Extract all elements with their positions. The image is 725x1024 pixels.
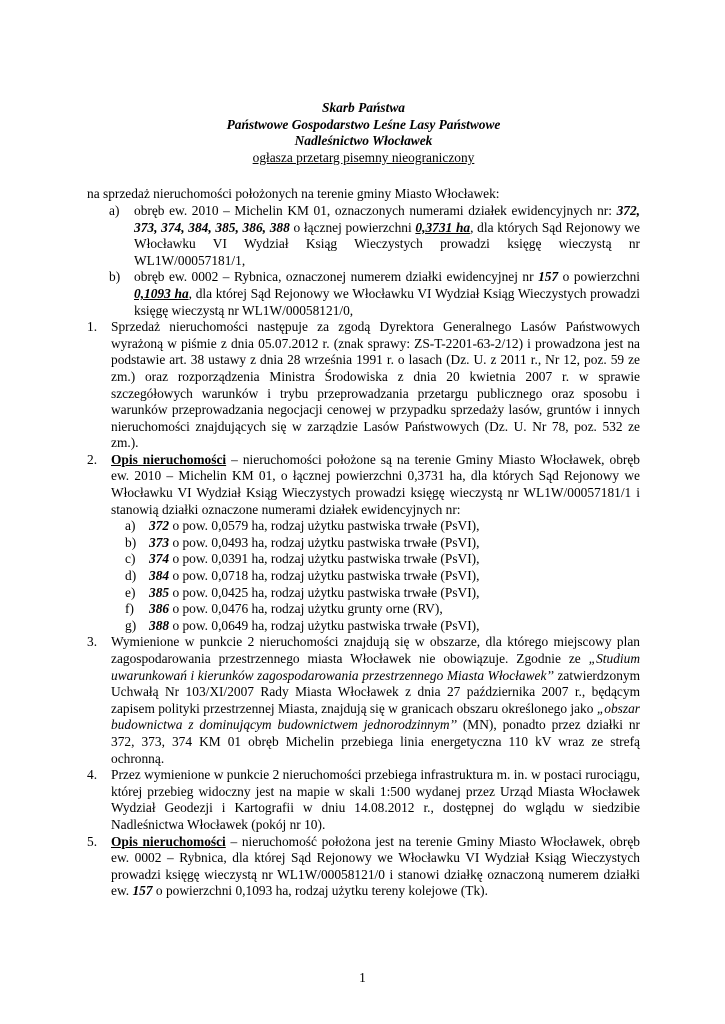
document-page: [87, 100, 640, 900]
list-label: a): [109, 202, 120, 218]
intro-paragraph: na sprzedaż nieruchomości położonych na terenie gminy Miasto Włocławek:: [87, 186, 500, 202]
parcel-number: 372: [149, 518, 170, 534]
parcel-area: 0,1093 ha: [134, 285, 189, 301]
parcel-list: [87, 518, 640, 634]
list-label: d): [125, 568, 137, 584]
section-number: 3.: [87, 634, 98, 650]
header-line-1: Skarb Państwa: [322, 100, 405, 115]
section-number: 5.: [87, 833, 98, 849]
parcel-list-item: d) 384 o pow. 0,0718 ha, rodzaj użytku pastwiska trwałe (PsVI),: [125, 568, 480, 584]
section-2: 2. Opis nieruchomości – nieruchomości położone są na terenie Gminy Miasto Włocławek, obręb ew. 2010 – Michelin KM 01, o łącznej powierzchni 0,3731 ha, dla których Sąd Rejonowy we Włocławku VI Wydział Ksiąg Wieczystych prowadzi księgę wieczystą nr WL1W/00057181/1 i stanowią działki oznaczone numerami działek ewidencyjnych nr:: [87, 451, 640, 517]
parcel-list-item: e) 385 o pow. 0,0425 ha, rodzaj użytku pastwiska trwałe (PsVI),: [125, 584, 480, 600]
parcel-list-item: g) 388 o pow. 0,0649 ha, rodzaj użytku pastwiska trwałe (PsVI),: [125, 617, 480, 633]
header-line-2: Państwowe Gospodarstwo Leśne Lasy Państwowe: [226, 116, 501, 132]
list-label: f): [125, 601, 134, 617]
section-4: 4. Przez wymienione w punkcie 2 nieruchomości przebiega infrastruktura m. in. w postaci rurociągu, której przebieg widoczny jest na mapie w skali 1:500 wydanej przez Urząd Miasta Włocławek Wydział Geodezji i Kartografii w dniu 14.08.2012 r., dostępnej do wglądu w siedzibie Nadleśnictwa Włocławek (pokój nr 10).: [87, 767, 640, 832]
section-number: 4.: [87, 767, 98, 783]
list-label: g): [125, 617, 137, 633]
list-label: a): [125, 518, 136, 534]
section-1: 1. Sprzedaż nieruchomości następuje za zgodą Dyrektora Generalnego Lasów Państwowych wyrażoną w piśmie z dnia 05.07.2012 r. (znak sprawy: ZS-T-2201-63-2/12) i prowadzona jest na podstawie art. 38 ustawy z dnia 28 września 1991 r. o lasach (Dz. U. z 2011 r., Nr 12, poz. 59 ze zm.) oraz rozporządzenia Ministra Środowiska z dnia 20 kwietnia 2007 r. w sprawie szczegółowych warunków i trybu przeprowadzania przetargu publicznego oraz sposobu i warunków przeprowadzania negocjacji cenowej w przypadku sprzedaży lasów, gruntów i innych nieruchomości znajdujących się w zarządzie Lasów Państwowych (Dz. U. Nr 78, poz. 532 ze zm.).: [87, 319, 640, 451]
parcel-number: 374: [149, 551, 170, 567]
total-area: 0,3731 ha: [415, 219, 471, 235]
list-item-b: b) obręb ew. 0002 – Rybnica, oznaczonej numerem działki ewidencyjnej nr 157 o powierzchni 0,1093 ha, dla której Sąd Rejonowy we Włocławku VI Wydział Ksiąg Wieczystych prowadzi księgę wieczystą nr WL1W/00058121/0,: [109, 269, 640, 318]
parcel-list-item: a) 372 o pow. 0,0579 ha, rodzaj użytku pastwiska trwałe (PsVI),: [125, 518, 480, 534]
parcel-list-item: c) 374 o pow. 0,0391 ha, rodzaj użytku pastwiska trwałe (PsVI),: [125, 551, 480, 567]
list-label: c): [125, 551, 136, 567]
list-label: b): [109, 269, 121, 285]
parcel-numbers: 372, 373, 374, 384, 385, 386, 388: [134, 202, 640, 235]
page-number: 1: [359, 970, 366, 985]
study-title: „Studium uwarunkowań i kierunków zagospodarowania przestrzennego Miasta Włocławek’’: [111, 651, 640, 683]
zone-name: „obszar budownictwa z dominującym budownictwem jednorodzinnym’’: [111, 700, 640, 733]
section-title: Opis nieruchomości: [111, 833, 226, 849]
parcel-number: 157: [538, 269, 559, 285]
parcel-list-item: b) 373 o pow. 0,0493 ha, rodzaj użytku pastwiska trwałe (PsVI),: [125, 534, 480, 550]
header-line-4: ogłasza przetarg pisemny nieograniczony: [252, 149, 475, 165]
section-number: 2.: [87, 451, 98, 467]
list-label: b): [125, 534, 137, 550]
parcel-list-item: f) 386 o pow. 0,0476 ha, rodzaj użytku grunty orne (RV),: [125, 601, 443, 617]
parcel-number: 373: [149, 534, 170, 550]
parcel-number: 385: [149, 584, 170, 600]
section-3: 3. Wymienione w punkcie 2 nieruchomości znajdują się w obszarze, dla którego miejscowy plan zagospodarowania przestrzennego miasta Włocławek nie obowiązuje. Zgodnie ze „Studium uwarunkowań i kierunków zagospodarowania przestrzennego Miasta Włocławek’’ zatwierdzonym Uchwałą Nr 103/XI/2007 Rady Miasta Włocławek z dnia 27 października 2007 r., będącym zapisem polityki przestrzennej Miasta, znajdują się w granicach obszaru określonego jako „obszar budownictwa z dominującym budownictwem jednorodzinnym’’ (MN), ponadto przez działki nr 372, 373, 374 KM 01 obręb Michelin przebiega linia energetyczna 110 kV wraz ze strefą ochronną.: [87, 634, 640, 766]
parcel-number: 388: [149, 617, 170, 633]
list-label: e): [125, 584, 136, 600]
announcement-header: [87, 100, 640, 166]
parcel-number: 384: [149, 568, 170, 584]
list-item-a: a) obręb ew. 2010 – Michelin KM 01, oznaczonych numerami działek ewidencyjnych nr: 372, 373, 374, 384, 385, 386, 388 o łącznej powierzchni 0,3731 ha, dla których Sąd Rejonowy we Włocławku VI Wydział Ksiąg Wieczystych prowadzi księgę wieczystą nr WL1W/00057181/1,: [109, 202, 640, 268]
header-line-3: Nadleśnictwo Włocławek: [294, 133, 433, 149]
parcel-number: 157: [132, 883, 153, 899]
section-number: 1.: [87, 319, 98, 335]
section-5: 5. Opis nieruchomości – nieruchomość położona jest na terenie Gminy Miasto Włocławek, obręb ew. 0002 – Rybnica, dla której Sąd Rejonowy we Włocławku VI Wydział Ksiąg Wieczystych prowadzi księgę wieczystą nr WL1W/00058121/0 i stanowi działkę oznaczoną numerem działki ew. 157 o powierzchni 0,1093 ha, rodzaj użytku tereny kolejowe (Tk).: [87, 833, 640, 899]
section-title: Opis nieruchomości: [111, 451, 227, 467]
parcel-number: 386: [149, 601, 170, 617]
